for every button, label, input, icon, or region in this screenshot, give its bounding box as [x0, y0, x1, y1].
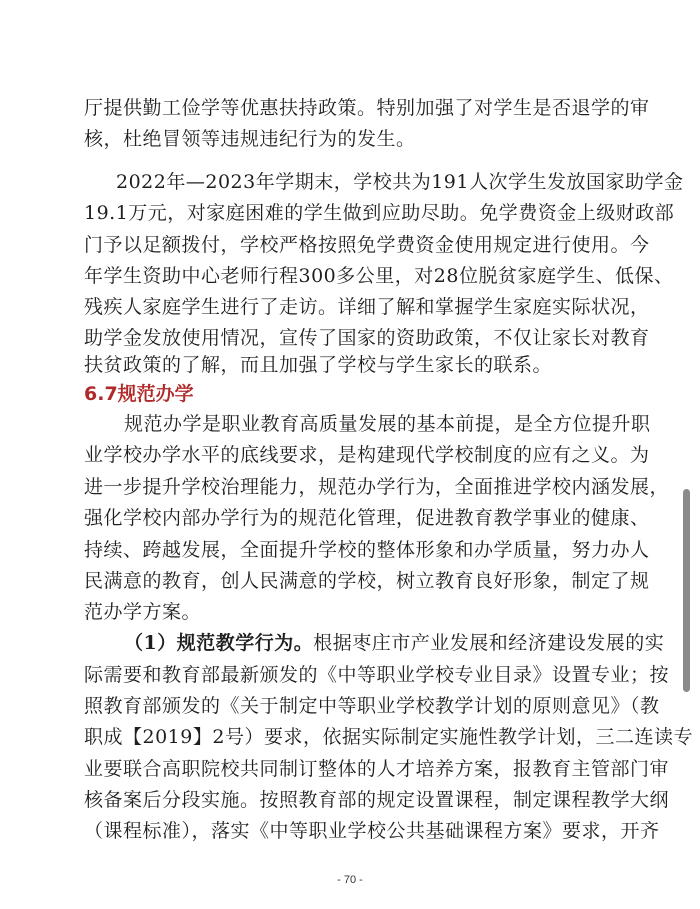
- paragraph-line: 规范办学是职业教育高质量发展的基本前提，是全方位提升职: [124, 413, 651, 435]
- scrollbar-thumb[interactable]: [683, 489, 690, 692]
- page-number: - 70 -: [337, 874, 363, 886]
- paragraph-line: 核备案后分段实施。按照教育部的规定设置课程，制定课程教学大纲: [84, 789, 670, 811]
- paragraph-line: 19.1万元，对家庭困难的学生做到应助尽助。免学费资金上级财政部: [84, 202, 675, 224]
- paragraph-line: 范办学方案。: [84, 601, 202, 623]
- paragraph-line: 业学校办学水平的底线要求，是构建现代学校制度的应有之义。为: [84, 444, 650, 466]
- paragraph-line: [124, 631, 664, 655]
- paragraph-line: 进一步提升学校治理能力，规范办学行为，全面推进学校内涵发展，: [84, 476, 670, 498]
- paragraph-line: 扶贫政策的了解，而且加强了学校与学生家长的联系。: [84, 354, 553, 376]
- paragraph-line: 照教育部颁发的《关于制定中等职业学校教学计划的原则意见》（教: [84, 695, 660, 717]
- paragraph-line: 业要联合高职院校共同制订整体的人才培养方案，报教育主管部门审: [84, 758, 670, 780]
- paragraph-line: 年学生资助中心老师行程300多公里，对28位脱贫家庭学生、低保、: [84, 265, 674, 287]
- paragraph-line: 职成【2019】2号）要求，依据实际制定实施性教学计划，三二连读专: [84, 726, 693, 748]
- section-heading: 6.7规范办学: [84, 383, 194, 405]
- paragraph-line: 核，杜绝冒领等违规违纪行为的发生。: [84, 128, 416, 150]
- paragraph-line: 持续、跨越发展，全面提升学校的整体形象和办学质量，努力办人: [84, 539, 650, 561]
- paragraph-line: 厅提供勤工俭学等优惠扶持政策。特别加强了对学生是否退学的审: [84, 97, 650, 119]
- paragraph-line: 门予以足额拨付，学校严格按照免学费资金使用规定进行使用。今: [84, 234, 650, 256]
- paragraph-line: 强化学校内部办学行为的规范化管理，促进教育教学事业的健康、: [84, 507, 650, 529]
- paragraph-line: 助学金发放使用情况，宣传了国家的资助政策，不仅让家长对教育: [84, 327, 650, 349]
- subheading-label: （1）规范教学行为。: [124, 632, 314, 654]
- paragraph-line: （课程标准），落实《中等职业学校公共基础课程方案》要求，开齐: [84, 820, 660, 842]
- paragraph-line: 民满意的教育，创人民满意的学校，树立教育良好形象，制定了规: [84, 570, 650, 592]
- paragraph-line: 际需要和教育部最新颁发的《中等职业学校专业目录》设置专业；按: [84, 664, 670, 686]
- paragraph-line: 2022年—2023年学期末，学校共为191人次学生发放国家助学金: [116, 171, 684, 193]
- paragraph-text: 根据枣庄市产业发展和经济建设发展的实: [313, 632, 665, 654]
- paragraph-line: 残疾人家庭学生进行了走访。详细了解和掌握学生家庭实际状况，: [84, 296, 650, 318]
